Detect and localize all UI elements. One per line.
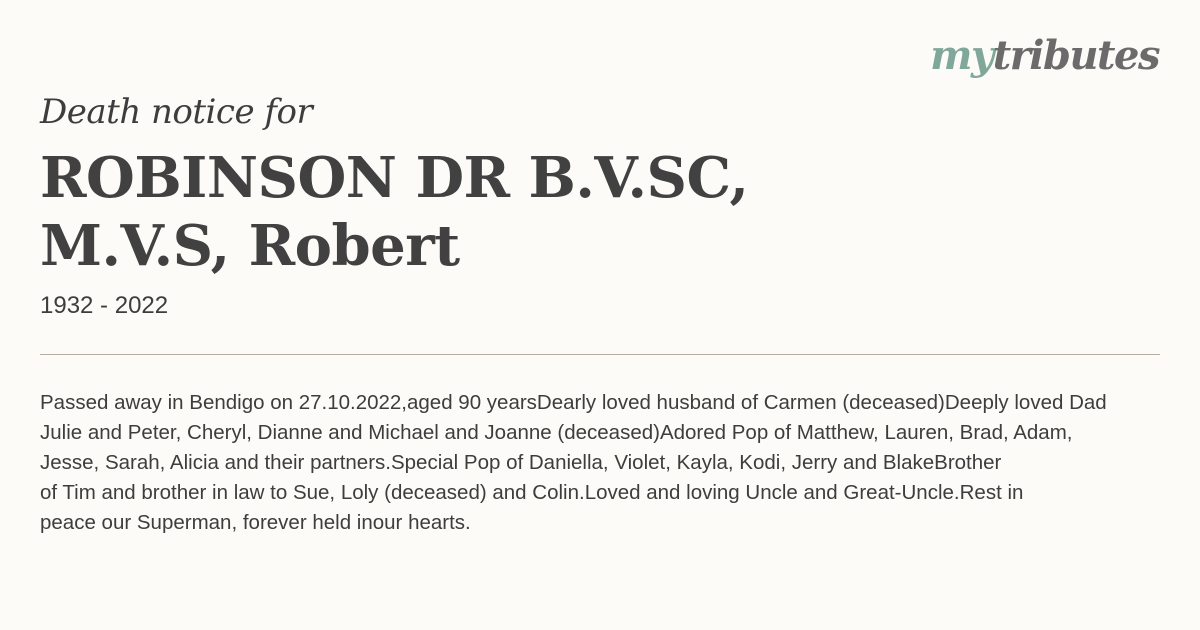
notice-message [40, 388, 1200, 538]
notice-label: Death notice for [40, 92, 313, 132]
divider [40, 354, 1160, 355]
notice-message-line: Julie and Peter, Cheryl, Dianne and Michael and Joanne (deceased)Adored Pop of Matthew, Lauren, Brad, Adam, [40, 421, 1073, 444]
notice-message-line: of Tim and brother in law to Sue, Loly (deceased) and Colin.Loved and loving Uncle and Great-Uncle.Rest in [40, 481, 1024, 504]
notice-message-line: peace our Superman, forever held inour hearts. [40, 511, 471, 534]
notice-message-line: Passed away in Bendigo on 27.10.2022,aged 90 yearsDearly loved husband of Carmen (deceased)Deeply loved Dad [40, 391, 1107, 414]
deceased-name: ROBINSON DR B.V.SC, M.V.S, Robert [40, 145, 749, 279]
notice-message-line: Jesse, Sarah, Alicia and their partners.Special Pop of Daniella, Violet, Kayla, Kodi, Jerry and BlakeBrother [40, 451, 1002, 474]
mytributes-logo[interactable] [930, 32, 1159, 79]
logo-my-text: my [930, 32, 993, 79]
logo-tributes-text: tributes [992, 32, 1159, 79]
life-years: 1932 - 2022 [40, 292, 169, 319]
